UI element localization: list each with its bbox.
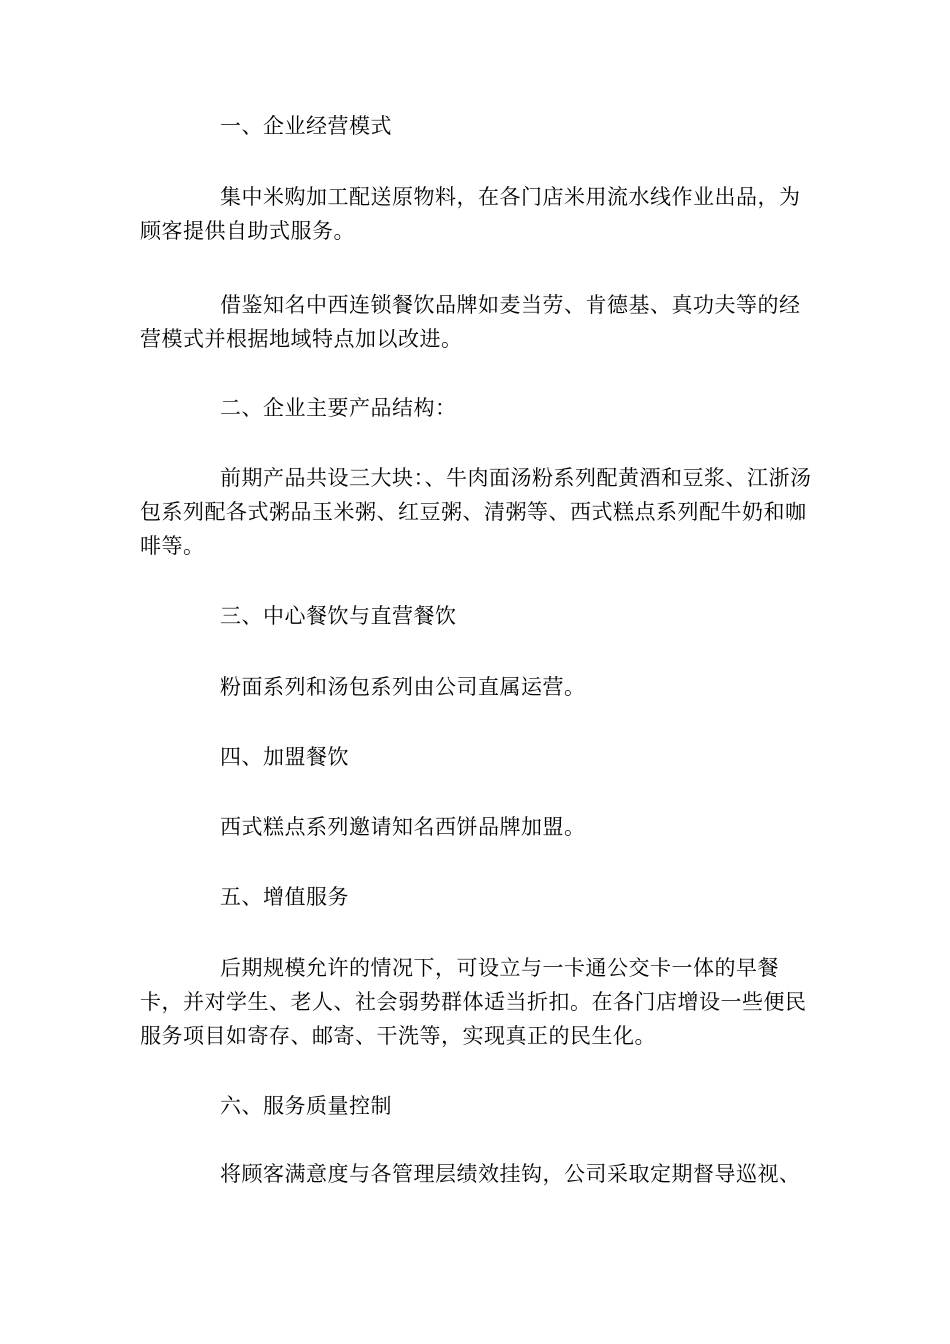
paragraph-reference-brands: 借鉴知名中西连锁餐饮品牌如麦当劳、肯德基、真功夫等的经营模式并根据地域特点加以改进。 xyxy=(140,293,801,351)
paragraph-value-added: 后期规模允许的情况下，可设立与一卡通公交卡一体的早餐卡，并对学生、老人、社会弱势群体适当折扣。在各门店增设一些便民服务项目如寄存、邮寄、干洗等，实现真正的民生化。 xyxy=(140,956,807,1048)
section-heading-product-structure: 二、企业主要产品结构： xyxy=(220,396,457,420)
paragraph-direct-operation: 粉面系列和汤包系列由公司直属运营。 xyxy=(220,675,586,699)
paragraph-quality-control: 将顾客满意度与各管理层绩效挂钩，公司采取定期督导巡视、 xyxy=(220,1162,801,1186)
paragraph-procurement: 集中米购加工配送原物料，在各门店米用流水线作业出品，为顾客提供自助式服务。 xyxy=(140,185,801,243)
section-heading-value-added: 五、增值服务 xyxy=(220,885,349,909)
paragraph-franchise: 西式糕点系列邀请知名西饼品牌加盟。 xyxy=(220,815,586,839)
section-heading-central-direct: 三、中心餐饮与直营餐饮 xyxy=(220,604,457,628)
paragraph-product-lines: 前期产品共设三大块：、牛肉面汤粉系列配黄酒和豆浆、江浙汤包系列配各式粥品玉米粥、红豆粥、清粥等、西式糕点系列配牛奶和咖啡等。 xyxy=(140,466,812,558)
section-heading-quality-control: 六、服务质量控制 xyxy=(220,1094,392,1118)
section-heading-business-model: 一、企业经营模式 xyxy=(220,114,392,138)
section-heading-franchise: 四、加盟餐饮 xyxy=(220,745,349,769)
